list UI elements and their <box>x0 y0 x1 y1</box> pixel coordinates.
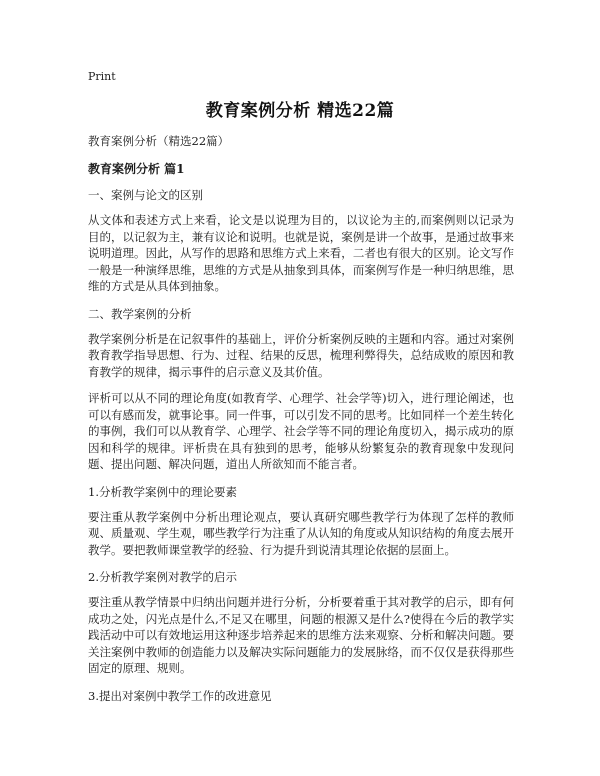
paragraph-3: 评析可以从不同的理论角度(如教育学、心理学、社会学等)切入，进行理论阐述，也可以有感而发，就事论事。同一件事，可以引发不同的思考。比如同样一个差生转化的事例，我们可以从教育学、心理学、社会学等不同的理论角度切入，揭示成功的原因和科学的规律。评析贵在具有独到的思考，能够从纷繁复杂的教育现象中发现问题、提出问题、解决问题，道出人所欲知而不能言者。 <box>88 391 514 471</box>
heading-case-vs-paper: 一、案例与论文的区别 <box>88 188 203 202</box>
document-subtitle: 教育案例分析（精选22篇） <box>88 134 230 148</box>
paragraph-1: 从文体和表述方式上来看，论文是以说理为目的，以议论为主的,而案例则以记录为目的，以记叙为主，兼有议论和说明。也就是说，案例是讲一个故事，是通过故事来说明道理。因此，从写作的思路和思维方式上来看，二者也有很大的区别。论文写作一般是一种演绎思维，思维的方式是从抽象到具体，而案例写作是一种归纳思维，思维的方式是从具体到抽象。 <box>88 213 514 293</box>
paragraph-5: 要注重从教学情景中归纳出问题并进行分析，分析要着重于其对教学的启示，即有何成功之处，闪光点是什么,不足又在哪里，问题的根源又是什么?使得在今后的教学实践活动中可以有效地运用这种逐步培养起来的思维方法来观察、分析和解决问题。要关注案例中教师的创造能力以及解决实际问题能力的发展脉络，而不仅仅是获得那些固定的原理、规则。 <box>88 595 514 675</box>
print-label[interactable]: Print <box>88 70 116 83</box>
section-heading: 教育案例分析 篇1 <box>88 162 185 176</box>
document-body <box>88 132 514 713</box>
paragraph-2: 教学案例分析是在记叙事件的基础上，评价分析案例反映的主题和内容。通过对案例教育教学指导思想、行为、过程、结果的反思，梳理利弊得失，总结成败的原因和教育教学的规律，揭示事件的启示意义及其价值。 <box>88 331 514 379</box>
heading-case-analysis: 二、教学案例的分析 <box>88 306 192 321</box>
heading-theory-elements: 1.分析教学案例中的理论要素 <box>88 484 237 499</box>
paragraph-4: 要注重从教学案例中分析出理论观点，要认真研究哪些教学行为体现了怎样的教师观、质量观、学生观，哪些教学行为注重了从认知的角度或从知识结构的角度去展开教学。要把教师课堂教学的经验、行为提升到说清其理论依据的层面上。 <box>88 509 514 557</box>
page-title: 教育案例分析 精选22篇 <box>205 101 395 121</box>
heading-improvement: 3.提出对案例中教学工作的改进意见 <box>88 688 272 703</box>
heading-teaching-insights: 2.分析教学案例对教学的启示 <box>88 570 237 584</box>
